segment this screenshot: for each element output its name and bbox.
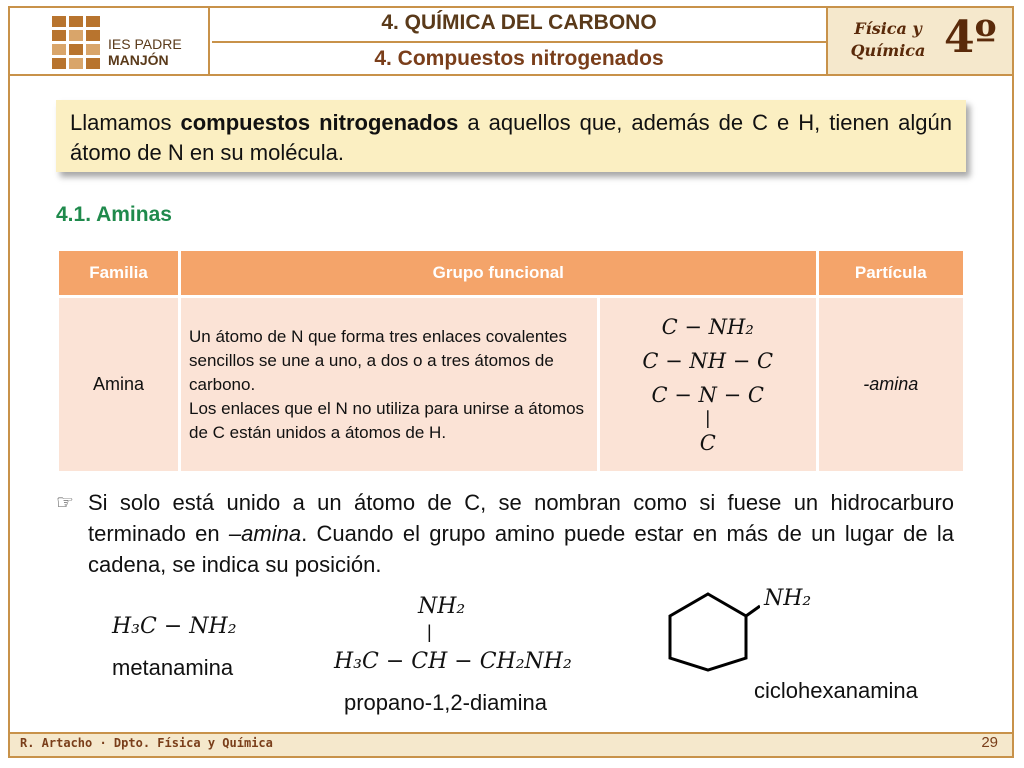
page-subtitle: 4. Compuestos nitrogenados: [374, 47, 664, 70]
subject-line-1: Física y: [854, 19, 922, 38]
example-name-1: metanamina: [112, 655, 234, 680]
formula-secondary: C − NH − C: [642, 348, 774, 373]
pointing-hand-icon: ☞: [56, 492, 74, 514]
header-functional-group: Grupo funcional: [180, 250, 818, 297]
example-formula-2-top: NH₂: [418, 594, 466, 619]
subject-badge: [826, 8, 1012, 74]
cell-description: [180, 297, 599, 473]
header-family: Familia: [58, 250, 180, 297]
logo-line-1: IES PADRE: [108, 36, 182, 52]
course-label: 4º: [944, 12, 997, 63]
logo-text: [108, 36, 182, 68]
description-2: Los enlaces que el N no utiliza para unirse a átomos de C están unidos a átomos de H.: [189, 398, 585, 442]
example-formula-3: NH₂: [764, 586, 812, 611]
header-particle: Partícula: [817, 250, 964, 297]
footer-author: R. Artacho · Dpto. Física y Química: [20, 736, 273, 750]
section-heading: 4.1. Aminas: [56, 203, 172, 226]
table-header-row: [58, 250, 965, 297]
example-name-2: propano-1,2-diamina: [344, 690, 548, 715]
intro-bold: compuestos nitrogenados: [180, 110, 459, 135]
formula-tertiary: C − N − C: [651, 382, 764, 407]
example-formula-1: H₃C − NH₂: [112, 614, 237, 639]
bullet-italic: –amina: [228, 521, 302, 546]
page-title: 4. QUÍMICA DEL CARBONO: [212, 8, 826, 43]
amine-table: [56, 248, 966, 474]
example-formula-2-bond: |: [427, 622, 432, 642]
page-number: 29: [981, 734, 998, 751]
header-center: [212, 8, 826, 74]
example-name-3: ciclohexanamina: [754, 678, 918, 703]
logo-grid-icon: [52, 16, 100, 68]
example-formula-2: H₃C − CH − CH₂NH₂: [334, 649, 572, 674]
intro-text-1: Llamamos: [70, 110, 181, 135]
cell-particle: -amina: [817, 297, 964, 473]
cell-family: Amina: [58, 297, 180, 473]
cell-formulas: [598, 297, 817, 473]
formula-primary: C − NH₂: [661, 314, 754, 339]
description-1: Un átomo de N que forma tres enlaces covalentes sencillos se une a uno, a dos o a tres átomos de carbono.: [189, 326, 567, 394]
school-logo: [10, 8, 210, 74]
bullet-text-2: . Cuando el grupo amino puede estar en más de un lugar de la cadena, se indica su posición.: [88, 521, 954, 577]
logo-line-2: MANJÓN: [108, 52, 169, 68]
footer: [10, 734, 1012, 756]
subject-line-2: Química: [850, 41, 926, 60]
header-divider: [10, 74, 1012, 76]
intro-box: [56, 100, 966, 172]
table-row: [58, 297, 965, 473]
formula-bond: |: [704, 407, 711, 429]
bullet-text: [88, 487, 954, 580]
cyclohexane-ring-icon: [660, 586, 760, 676]
formula-tertiary-branch: C: [699, 430, 716, 455]
intro-text-2: a aquellos que, además de C e H, tienen algún átomo de N en su molécula.: [70, 110, 952, 165]
subject-name: [840, 18, 936, 62]
bullet-text-1: Si solo está unido a un átomo de C, se nombran como si fuese un hidrocarburo terminado en: [88, 490, 954, 546]
